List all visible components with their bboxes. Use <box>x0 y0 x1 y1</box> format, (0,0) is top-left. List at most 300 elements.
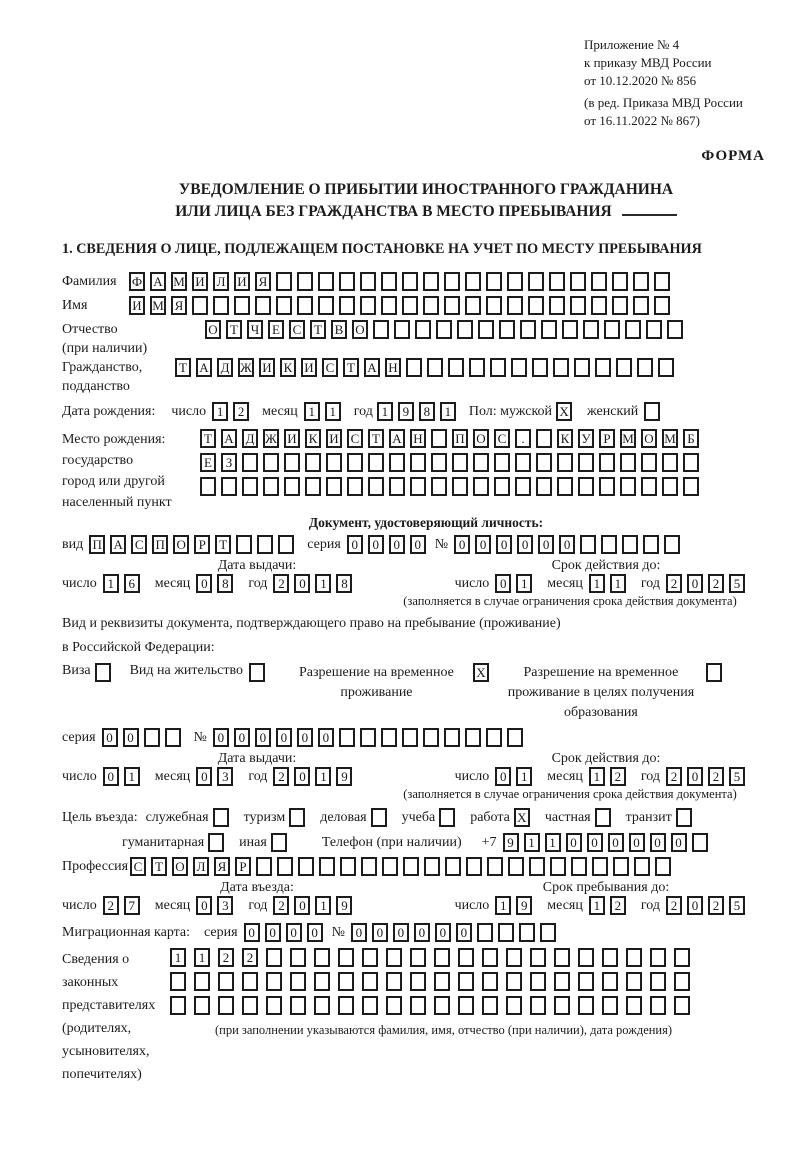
char-cell[interactable] <box>532 358 548 377</box>
char-cell[interactable]: 1 <box>315 767 331 786</box>
char-cell[interactable] <box>633 272 649 291</box>
char-cell[interactable]: 0 <box>538 535 554 554</box>
char-cell[interactable]: Р <box>194 535 210 554</box>
char-cell[interactable] <box>319 857 335 876</box>
char-cell[interactable] <box>326 477 342 496</box>
char-cell[interactable] <box>256 857 272 876</box>
char-cell[interactable]: 0 <box>435 923 451 942</box>
char-cell[interactable]: Я <box>171 296 187 315</box>
char-cell[interactable]: 3 <box>217 896 233 915</box>
char-cell[interactable]: О <box>352 320 368 339</box>
char-cell[interactable] <box>562 320 578 339</box>
char-cell[interactable] <box>494 477 510 496</box>
char-cell[interactable]: 0 <box>393 923 409 942</box>
char-cell[interactable]: 2 <box>273 574 289 593</box>
char-cell[interactable] <box>620 453 636 472</box>
char-cell[interactable] <box>674 996 690 1015</box>
char-cell[interactable]: 5 <box>729 574 745 593</box>
char-cell[interactable] <box>644 402 660 421</box>
char-cell[interactable] <box>634 857 650 876</box>
char-cell[interactable] <box>284 453 300 472</box>
char-cell[interactable] <box>424 857 440 876</box>
char-cell[interactable] <box>255 296 271 315</box>
char-cell[interactable] <box>236 535 252 554</box>
char-cell[interactable]: О <box>641 429 657 448</box>
char-cell[interactable]: 1 <box>495 896 511 915</box>
char-cell[interactable]: 0 <box>566 833 582 852</box>
char-cell[interactable] <box>242 996 258 1015</box>
char-cell[interactable]: 1 <box>524 833 540 852</box>
char-cell[interactable] <box>360 272 376 291</box>
char-cell[interactable] <box>554 972 570 991</box>
char-cell[interactable]: 0 <box>347 535 363 554</box>
char-cell[interactable] <box>452 453 468 472</box>
char-cell[interactable] <box>423 272 439 291</box>
char-cell[interactable]: У <box>578 429 594 448</box>
char-cell[interactable] <box>486 296 502 315</box>
char-cell[interactable] <box>620 477 636 496</box>
char-cell[interactable] <box>536 429 552 448</box>
char-cell[interactable] <box>664 535 680 554</box>
char-cell[interactable] <box>683 477 699 496</box>
char-cell[interactable] <box>289 808 305 827</box>
char-cell[interactable] <box>386 948 402 967</box>
char-cell[interactable] <box>612 272 628 291</box>
char-cell[interactable] <box>592 857 608 876</box>
char-cell[interactable] <box>578 453 594 472</box>
char-cell[interactable] <box>373 320 389 339</box>
char-cell[interactable] <box>604 320 620 339</box>
char-cell[interactable] <box>578 948 594 967</box>
char-cell[interactable]: И <box>129 296 145 315</box>
char-cell[interactable] <box>444 272 460 291</box>
char-cell[interactable] <box>326 453 342 472</box>
char-cell[interactable] <box>662 453 678 472</box>
char-cell[interactable] <box>362 972 378 991</box>
char-cell[interactable] <box>486 728 502 747</box>
char-cell[interactable]: 1 <box>103 574 119 593</box>
char-cell[interactable]: 8 <box>419 402 435 421</box>
char-cell[interactable] <box>266 996 282 1015</box>
char-cell[interactable]: С <box>289 320 305 339</box>
char-cell[interactable]: 1 <box>589 896 605 915</box>
char-cell[interactable] <box>674 948 690 967</box>
char-cell[interactable]: А <box>364 358 380 377</box>
char-cell[interactable] <box>448 358 464 377</box>
char-cell[interactable] <box>541 320 557 339</box>
char-cell[interactable] <box>465 272 481 291</box>
char-cell[interactable] <box>415 320 431 339</box>
char-cell[interactable]: 1 <box>589 767 605 786</box>
char-cell[interactable]: А <box>196 358 212 377</box>
char-cell[interactable]: И <box>259 358 275 377</box>
char-cell[interactable]: 0 <box>318 728 334 747</box>
char-cell[interactable] <box>658 358 674 377</box>
char-cell[interactable]: Е <box>200 453 216 472</box>
char-cell[interactable] <box>637 358 653 377</box>
char-cell[interactable] <box>507 296 523 315</box>
char-cell[interactable] <box>276 296 292 315</box>
char-cell[interactable] <box>487 857 503 876</box>
char-cell[interactable] <box>506 972 522 991</box>
char-cell[interactable] <box>362 996 378 1015</box>
char-cell[interactable] <box>676 808 692 827</box>
char-cell[interactable]: 9 <box>336 896 352 915</box>
char-cell[interactable]: И <box>192 272 208 291</box>
char-cell[interactable] <box>499 320 515 339</box>
char-cell[interactable] <box>305 453 321 472</box>
char-cell[interactable] <box>318 296 334 315</box>
char-cell[interactable]: 0 <box>255 728 271 747</box>
char-cell[interactable]: 5 <box>729 767 745 786</box>
char-cell[interactable] <box>626 972 642 991</box>
char-cell[interactable] <box>530 996 546 1015</box>
char-cell[interactable] <box>613 857 629 876</box>
char-cell[interactable] <box>266 972 282 991</box>
char-cell[interactable]: 2 <box>708 767 724 786</box>
char-cell[interactable] <box>339 272 355 291</box>
char-cell[interactable] <box>347 477 363 496</box>
char-cell[interactable] <box>403 857 419 876</box>
char-cell[interactable]: 0 <box>687 896 703 915</box>
char-cell[interactable]: К <box>557 429 573 448</box>
char-cell[interactable] <box>347 453 363 472</box>
char-cell[interactable] <box>482 996 498 1015</box>
char-cell[interactable]: 0 <box>687 574 703 593</box>
char-cell[interactable] <box>650 972 666 991</box>
char-cell[interactable]: 0 <box>297 728 313 747</box>
char-cell[interactable] <box>444 296 460 315</box>
char-cell[interactable]: Д <box>217 358 233 377</box>
char-cell[interactable]: 2 <box>666 574 682 593</box>
char-cell[interactable] <box>340 857 356 876</box>
char-cell[interactable] <box>339 296 355 315</box>
char-cell[interactable]: 8 <box>217 574 233 593</box>
char-cell[interactable] <box>486 272 502 291</box>
char-cell[interactable] <box>595 358 611 377</box>
char-cell[interactable]: 9 <box>516 896 532 915</box>
char-cell[interactable] <box>234 296 250 315</box>
char-cell[interactable] <box>95 663 111 682</box>
char-cell[interactable] <box>410 972 426 991</box>
char-cell[interactable] <box>276 272 292 291</box>
char-cell[interactable] <box>650 996 666 1015</box>
char-cell[interactable]: П <box>89 535 105 554</box>
char-cell[interactable] <box>218 972 234 991</box>
char-cell[interactable] <box>386 972 402 991</box>
char-cell[interactable]: 9 <box>398 402 414 421</box>
char-cell[interactable]: 0 <box>196 574 212 593</box>
char-cell[interactable] <box>506 996 522 1015</box>
char-cell[interactable] <box>570 296 586 315</box>
char-cell[interactable] <box>458 972 474 991</box>
char-cell[interactable] <box>194 972 210 991</box>
char-cell[interactable]: Л <box>213 272 229 291</box>
char-cell[interactable] <box>520 320 536 339</box>
char-cell[interactable]: М <box>620 429 636 448</box>
char-cell[interactable] <box>427 358 443 377</box>
char-cell[interactable] <box>290 996 306 1015</box>
char-cell[interactable] <box>469 358 485 377</box>
char-cell[interactable]: . <box>515 429 531 448</box>
char-cell[interactable] <box>314 948 330 967</box>
char-cell[interactable] <box>257 535 273 554</box>
char-cell[interactable] <box>192 296 208 315</box>
char-cell[interactable]: 0 <box>496 535 512 554</box>
char-cell[interactable]: А <box>150 272 166 291</box>
char-cell[interactable]: К <box>305 429 321 448</box>
char-cell[interactable] <box>595 808 611 827</box>
char-cell[interactable]: 0 <box>234 728 250 747</box>
char-cell[interactable] <box>200 477 216 496</box>
char-cell[interactable]: 0 <box>454 535 470 554</box>
char-cell[interactable] <box>641 453 657 472</box>
char-cell[interactable] <box>297 272 313 291</box>
char-cell[interactable]: Б <box>683 429 699 448</box>
char-cell[interactable]: 0 <box>244 923 260 942</box>
char-cell[interactable]: 0 <box>368 535 384 554</box>
char-cell[interactable]: 0 <box>650 833 666 852</box>
char-cell[interactable] <box>554 996 570 1015</box>
char-cell[interactable] <box>218 996 234 1015</box>
char-cell[interactable]: Ж <box>263 429 279 448</box>
char-cell[interactable] <box>626 948 642 967</box>
char-cell[interactable]: И <box>301 358 317 377</box>
char-cell[interactable]: 1 <box>170 948 186 967</box>
char-cell[interactable] <box>165 728 181 747</box>
char-cell[interactable]: 0 <box>389 535 405 554</box>
char-cell[interactable]: 2 <box>273 767 289 786</box>
char-cell[interactable] <box>602 948 618 967</box>
char-cell[interactable]: Н <box>410 429 426 448</box>
char-cell[interactable] <box>550 857 566 876</box>
char-cell[interactable]: 1 <box>545 833 561 852</box>
char-cell[interactable] <box>662 477 678 496</box>
char-cell[interactable]: 1 <box>194 948 210 967</box>
char-cell[interactable]: 0 <box>629 833 645 852</box>
char-cell[interactable]: X <box>514 808 530 827</box>
char-cell[interactable] <box>633 296 649 315</box>
char-cell[interactable] <box>423 296 439 315</box>
char-cell[interactable]: 0 <box>196 896 212 915</box>
char-cell[interactable] <box>654 272 670 291</box>
char-cell[interactable] <box>580 535 596 554</box>
char-cell[interactable] <box>466 857 482 876</box>
char-cell[interactable] <box>477 923 493 942</box>
char-cell[interactable] <box>571 857 587 876</box>
char-cell[interactable] <box>508 857 524 876</box>
char-cell[interactable] <box>553 358 569 377</box>
char-cell[interactable] <box>297 296 313 315</box>
char-cell[interactable] <box>683 453 699 472</box>
char-cell[interactable]: 1 <box>516 767 532 786</box>
char-cell[interactable]: 0 <box>294 574 310 593</box>
char-cell[interactable]: 0 <box>475 535 491 554</box>
char-cell[interactable] <box>549 272 565 291</box>
char-cell[interactable] <box>213 808 229 827</box>
char-cell[interactable] <box>616 358 632 377</box>
char-cell[interactable]: 0 <box>456 923 472 942</box>
char-cell[interactable]: Я <box>255 272 271 291</box>
char-cell[interactable] <box>515 453 531 472</box>
char-cell[interactable]: 0 <box>196 767 212 786</box>
char-cell[interactable] <box>465 296 481 315</box>
char-cell[interactable]: С <box>322 358 338 377</box>
char-cell[interactable] <box>482 948 498 967</box>
char-cell[interactable]: К <box>280 358 296 377</box>
char-cell[interactable] <box>473 477 489 496</box>
char-cell[interactable]: Р <box>599 429 615 448</box>
char-cell[interactable]: 2 <box>708 896 724 915</box>
char-cell[interactable]: И <box>234 272 250 291</box>
char-cell[interactable]: 9 <box>503 833 519 852</box>
char-cell[interactable] <box>423 728 439 747</box>
char-cell[interactable] <box>578 972 594 991</box>
char-cell[interactable] <box>436 320 452 339</box>
char-cell[interactable] <box>515 477 531 496</box>
char-cell[interactable] <box>507 272 523 291</box>
char-cell[interactable] <box>528 296 544 315</box>
char-cell[interactable] <box>213 296 229 315</box>
char-cell[interactable] <box>473 453 489 472</box>
char-cell[interactable]: 1 <box>516 574 532 593</box>
char-cell[interactable] <box>208 833 224 852</box>
char-cell[interactable]: 0 <box>102 728 118 747</box>
char-cell[interactable] <box>570 272 586 291</box>
char-cell[interactable]: М <box>150 296 166 315</box>
char-cell[interactable] <box>386 996 402 1015</box>
char-cell[interactable] <box>314 996 330 1015</box>
char-cell[interactable] <box>557 453 573 472</box>
char-cell[interactable]: Т <box>175 358 191 377</box>
char-cell[interactable] <box>506 948 522 967</box>
char-cell[interactable] <box>381 728 397 747</box>
char-cell[interactable] <box>434 948 450 967</box>
char-cell[interactable]: А <box>221 429 237 448</box>
char-cell[interactable] <box>431 453 447 472</box>
char-cell[interactable] <box>221 477 237 496</box>
char-cell[interactable] <box>431 429 447 448</box>
char-cell[interactable] <box>465 728 481 747</box>
char-cell[interactable] <box>298 857 314 876</box>
char-cell[interactable] <box>381 272 397 291</box>
char-cell[interactable] <box>622 535 638 554</box>
char-cell[interactable]: П <box>452 429 468 448</box>
char-cell[interactable]: Ф <box>129 272 145 291</box>
char-cell[interactable] <box>368 453 384 472</box>
char-cell[interactable]: 0 <box>517 535 533 554</box>
char-cell[interactable] <box>381 296 397 315</box>
char-cell[interactable] <box>583 320 599 339</box>
char-cell[interactable] <box>314 972 330 991</box>
char-cell[interactable] <box>494 453 510 472</box>
char-cell[interactable] <box>170 996 186 1015</box>
char-cell[interactable] <box>434 996 450 1015</box>
char-cell[interactable]: О <box>473 429 489 448</box>
char-cell[interactable] <box>549 296 565 315</box>
char-cell[interactable] <box>643 535 659 554</box>
char-cell[interactable] <box>646 320 662 339</box>
char-cell[interactable] <box>318 272 334 291</box>
char-cell[interactable]: 0 <box>372 923 388 942</box>
char-cell[interactable] <box>601 535 617 554</box>
char-cell[interactable] <box>144 728 160 747</box>
char-cell[interactable]: 0 <box>123 728 139 747</box>
char-cell[interactable] <box>444 728 460 747</box>
char-cell[interactable]: П <box>152 535 168 554</box>
char-cell[interactable]: 5 <box>729 896 745 915</box>
char-cell[interactable]: 0 <box>495 574 511 593</box>
char-cell[interactable]: Ж <box>238 358 254 377</box>
char-cell[interactable]: 0 <box>559 535 575 554</box>
char-cell[interactable] <box>361 857 377 876</box>
char-cell[interactable]: Т <box>215 535 231 554</box>
char-cell[interactable]: В <box>331 320 347 339</box>
char-cell[interactable] <box>406 358 422 377</box>
char-cell[interactable]: 1 <box>589 574 605 593</box>
char-cell[interactable] <box>458 948 474 967</box>
char-cell[interactable] <box>410 453 426 472</box>
char-cell[interactable] <box>692 833 708 852</box>
char-cell[interactable] <box>360 296 376 315</box>
char-cell[interactable] <box>530 972 546 991</box>
char-cell[interactable] <box>674 972 690 991</box>
char-cell[interactable]: 0 <box>587 833 603 852</box>
char-cell[interactable] <box>529 857 545 876</box>
char-cell[interactable] <box>458 996 474 1015</box>
char-cell[interactable] <box>402 296 418 315</box>
char-cell[interactable]: 0 <box>265 923 281 942</box>
char-cell[interactable]: Т <box>151 857 167 876</box>
char-cell[interactable] <box>706 663 722 682</box>
char-cell[interactable] <box>530 948 546 967</box>
char-cell[interactable]: 0 <box>276 728 292 747</box>
char-cell[interactable] <box>170 972 186 991</box>
char-cell[interactable]: 3 <box>217 767 233 786</box>
char-cell[interactable] <box>490 358 506 377</box>
char-cell[interactable] <box>410 948 426 967</box>
char-cell[interactable] <box>540 923 556 942</box>
char-cell[interactable] <box>478 320 494 339</box>
char-cell[interactable]: Я <box>214 857 230 876</box>
char-cell[interactable] <box>650 948 666 967</box>
char-cell[interactable] <box>410 996 426 1015</box>
char-cell[interactable]: 2 <box>666 767 682 786</box>
char-cell[interactable] <box>284 477 300 496</box>
char-cell[interactable] <box>402 728 418 747</box>
char-cell[interactable]: 1 <box>440 402 456 421</box>
char-cell[interactable]: 1 <box>315 896 331 915</box>
char-cell[interactable]: С <box>131 535 147 554</box>
char-cell[interactable] <box>263 477 279 496</box>
char-cell[interactable] <box>612 296 628 315</box>
char-cell[interactable]: М <box>662 429 678 448</box>
char-cell[interactable] <box>591 296 607 315</box>
char-cell[interactable] <box>528 272 544 291</box>
char-cell[interactable]: 0 <box>410 535 426 554</box>
char-cell[interactable]: С <box>347 429 363 448</box>
char-cell[interactable]: 0 <box>213 728 229 747</box>
char-cell[interactable] <box>507 728 523 747</box>
char-cell[interactable] <box>578 996 594 1015</box>
char-cell[interactable] <box>439 808 455 827</box>
char-cell[interactable] <box>591 272 607 291</box>
char-cell[interactable]: М <box>171 272 187 291</box>
char-cell[interactable] <box>519 923 535 942</box>
char-cell[interactable]: 1 <box>304 402 320 421</box>
char-cell[interactable] <box>194 996 210 1015</box>
char-cell[interactable] <box>655 857 671 876</box>
